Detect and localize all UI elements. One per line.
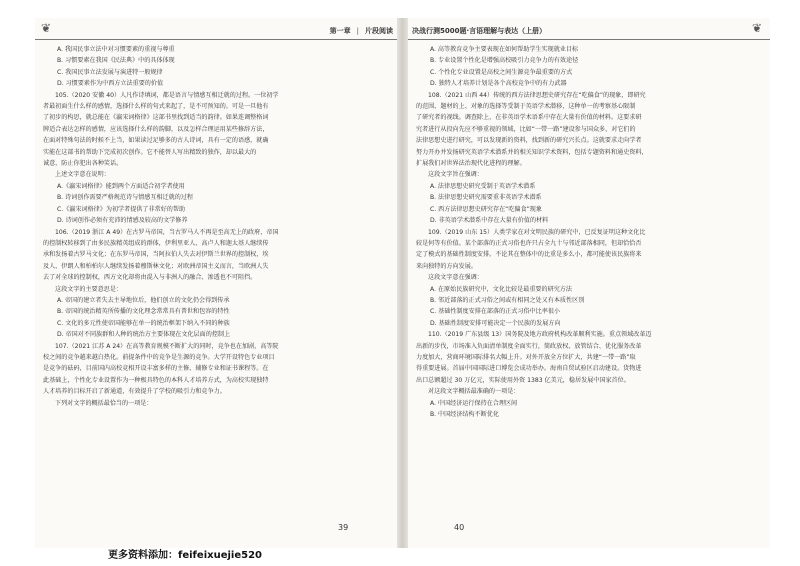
header-separator: |	[356, 27, 359, 35]
text-line: C. 西方法律思想史研究存在“吃偏食”现象	[430, 205, 542, 213]
footer-watermark-text: 更多资料添加：feifeixuejie520	[108, 550, 262, 561]
text-line: 110.（2019 广东县级 13）国务院及地方政府机构改革顺利实施。重点领域改革迈	[428, 331, 652, 339]
text-line: 在面对特殊句法的时候不上当，如果读过足够多的古人诗词，具有一定的语感，就确	[43, 137, 269, 145]
text-line: A. 帝国的建立者失去主导地位后，他们创立的文化仍会得到传承	[57, 296, 230, 304]
text-line: 努力开办并发扬研究英语学术潜系并的相关知识学术资料，包括专题资料和通史资料，	[416, 148, 648, 156]
text-line: D. 独特人才培养计划是各个高校竞争中的有力武器	[430, 80, 567, 88]
text-line: B. 帝国的统治精英所传播的文化理念常常具有普世和包容的特性	[57, 308, 230, 316]
text-line: 107.（2021 江苏 A 24）在高等教育规模不断扩大的同时，竞争也在加剧，高等院	[55, 342, 279, 350]
text-line: A. 法律思想史研究受制于英语学术潜系	[430, 182, 536, 190]
left-running-header	[35, 24, 397, 38]
text-line: 这段文字意在强调：	[428, 274, 483, 282]
right-page-text	[416, 44, 762, 420]
text-line: 109.（2019 山东 15）人类学家在对文明民族的研究中，已反复证明这种文化比	[428, 228, 646, 236]
text-line: D. 习惯要素作为中西方立法重要的价值	[57, 80, 164, 88]
text-line: 这段文字的主要意思是：	[55, 285, 123, 293]
text-line: 牌适合表达怎样的感情，应该选择什么样的韵脚，以及怎样合理运用某些修辞方法，	[43, 125, 269, 133]
text-line: 此基础上，个性化专业设置作为一种极具特色的本科人才培养方式，为高校实现独特	[43, 376, 269, 384]
text-line: A. 中国经济运行保持在合理区间	[430, 399, 518, 407]
right-page-number: 40	[454, 523, 465, 532]
text-line: 对这段文字概括最准确的一项是：	[428, 388, 520, 396]
text-line: 出口总额超过 30 万亿元，实际使用外资 1383 亿美元，稳居发展中国家首位。	[416, 376, 630, 384]
text-line: A.《瀛宋词格律》能到两个方面适合初学者使用	[57, 182, 185, 190]
text-line: 106.（2019 浙江 A 49）在古罗马帝国，当古罗马人不再是至高无上的政府，帝国	[55, 228, 279, 236]
text-line: C.《瀛宋词格律》为初学者提供了非常好的帮助	[57, 205, 186, 213]
text-line: 承和发扬着古罗马文化；在东罗马帝国，当阿拉伯人失去对伊斯兰世界的控制权，埃	[43, 251, 269, 259]
text-line: D. 帝国对不同族群和人种的统治方主要体现在文化层面的控制上	[57, 331, 231, 339]
text-line: 法律思想史进行研究，可以发现新的资料，找到新的研究兴长点。这就要求走向学者	[416, 137, 642, 145]
text-line: 实能在这部书的帮助下完成初次创作。它不能替人写出精致的独作，却以最大的	[43, 148, 257, 156]
text-line: C. 基础性制度安排在部落的正式习俗中比率很小	[430, 308, 561, 316]
text-line: B. 专业设置个性化是增强高校吸引力竞争力的有效途径	[430, 57, 579, 65]
text-line: 扩展我们对世界法治现代化进程的理解。	[416, 160, 526, 168]
text-line: 较是何等有价值。某个部落的正式习俗也许只占全九十与邻近部落相同，但却恰恰否	[416, 239, 642, 247]
text-line: C. 个性化专业设置是高校之间生源竞争最重要的方式	[430, 68, 573, 76]
right-ornament-icon: ❦	[752, 21, 763, 35]
text-line: 去了对全球的控制权，西方文化却将由混入与非洲人的融合、渗透也不可阻挡。	[43, 274, 257, 282]
right-page	[408, 18, 770, 548]
text-line: 来向独特的方向发展。	[416, 262, 477, 270]
right-header-rule	[408, 39, 770, 40]
text-line: 了研究者的视线。调查除上，在非英语学术语系中存在大量有价值的材料。这要求研	[416, 114, 642, 122]
text-line: C. 我国民事立法发展与演进特一般规律	[57, 68, 163, 76]
text-line: 上述文字意在说明：	[55, 171, 110, 179]
left-ornament-icon: ❦	[41, 21, 52, 35]
text-line: 及人、伊朗人和柏柏尔人继续发扬着穆斯林文化；对欧洲帝国主义而言，当欧洲人失	[43, 262, 269, 270]
text-line: 得重要进展。首届中国国际进口博览会成功举办。海南自贸试验区启动建设。货物进	[416, 365, 642, 373]
text-line: A. 高等教育竞争主要表现在如何帮助学生实现就业目标	[430, 46, 579, 53]
left-header-rule	[35, 39, 397, 40]
text-line: 这段文字旨在强调：	[428, 171, 483, 179]
text-line: 的控制权转移到了由多民族精英组成的群体，伊利里亚人、高卢人和迦太基人继续传	[43, 239, 269, 247]
chapter-label: 第一章	[329, 27, 351, 35]
book-title: 决战行测5000题·言语理解与表达（上册）	[412, 27, 547, 35]
text-line: 105.（2020 安徽 40）人凡作诗填词，都是语言与情感互相迁就的过程。一位初学	[55, 91, 279, 99]
left-page-text	[43, 44, 389, 409]
text-line: B. 邻近部落的正式习俗之间或有相同之处又有本质性区别	[430, 296, 585, 304]
text-line: 下列对文字的概括最恰当的一项是：	[55, 399, 153, 407]
book-gutter	[397, 18, 408, 548]
text-line: 108.（2021 山西 44）传统的西方法律思想史研究存在“吃偏食”的现象，即研究	[428, 91, 646, 99]
text-line: B. 法律思想史研究需要重非英语学术潜系	[430, 194, 542, 202]
right-running-header	[408, 24, 770, 38]
text-line: 力度加大，营商环境国际排名大幅上升。对外开放全方位扩大，共建“一带一路”取	[416, 353, 636, 361]
left-page	[35, 18, 397, 548]
text-line: 定了模式的基础性制度安排。不论其在整体中的比重是多么小，都可能使该民族将来	[416, 251, 642, 259]
left-page-number: 39	[338, 523, 349, 532]
text-line: B. 诗词创作需要严格规范诗与情感互相迁就的过程	[57, 194, 194, 202]
section-label: 片段阅读	[365, 27, 393, 35]
text-line: 人才培养的目标开启了新通道，有效提升了学校的吸引力和竞争力。	[43, 388, 226, 396]
text-line: 是竞争的砝码，目前国内高校竞相开设丰富多样的主修、辅修专业和证书课程等。在	[43, 365, 269, 373]
text-line: D. 基础性制度安排可能决定一个民族的发展方向	[430, 319, 561, 327]
text-line: 者最初面生什么样的感情，选择什么样的句式来起了，是不可预知的。可是一旦他有	[43, 103, 269, 111]
text-line: D. 非英语学术潜系中存在大量有价值的材料	[430, 217, 549, 225]
text-line: A. 我国民事立法中对习惯要素的重视与尊重	[57, 46, 175, 53]
text-line: 出新的步伐，市场准入负面清单制度全面实行，简政放权、放管结合、优化服务改革	[416, 342, 642, 350]
text-line: B. 中国经济结构不断优化	[430, 411, 499, 418]
text-line: C. 文化的多元性使帝国能够在单一的统治框架下纳入不同的种族	[57, 319, 230, 327]
text-line: A. 在原始民族研究中，文化比较是最重要的研究方法	[430, 285, 572, 293]
text-line: D. 诗词创作必须有充沛的情感及较高的文学修养	[57, 217, 188, 225]
text-line: 的范围、题材的上、对象的选择等受制于英语学术潜移，这种单一的考察基心限制	[416, 103, 636, 111]
text-line: B. 习惯要素在我国《民法典》中的具体体现	[57, 57, 175, 65]
text-line: 究者进行从投向先应不够重视的领域，比如“一带一路”建设参与国众多，对它们的	[416, 125, 636, 133]
text-line: 了初步的构思，就总能在《瀛宋词格律》这部书里找到适当的韵律。如果连调整格词	[43, 114, 269, 122]
text-line: 校之间的竞争越来越白热化。前提条件中的竞争是生源的竞争。大学开设特色专业项目	[43, 353, 275, 361]
text-line: 诚意，防止你犯出各种笑话。	[43, 160, 123, 168]
